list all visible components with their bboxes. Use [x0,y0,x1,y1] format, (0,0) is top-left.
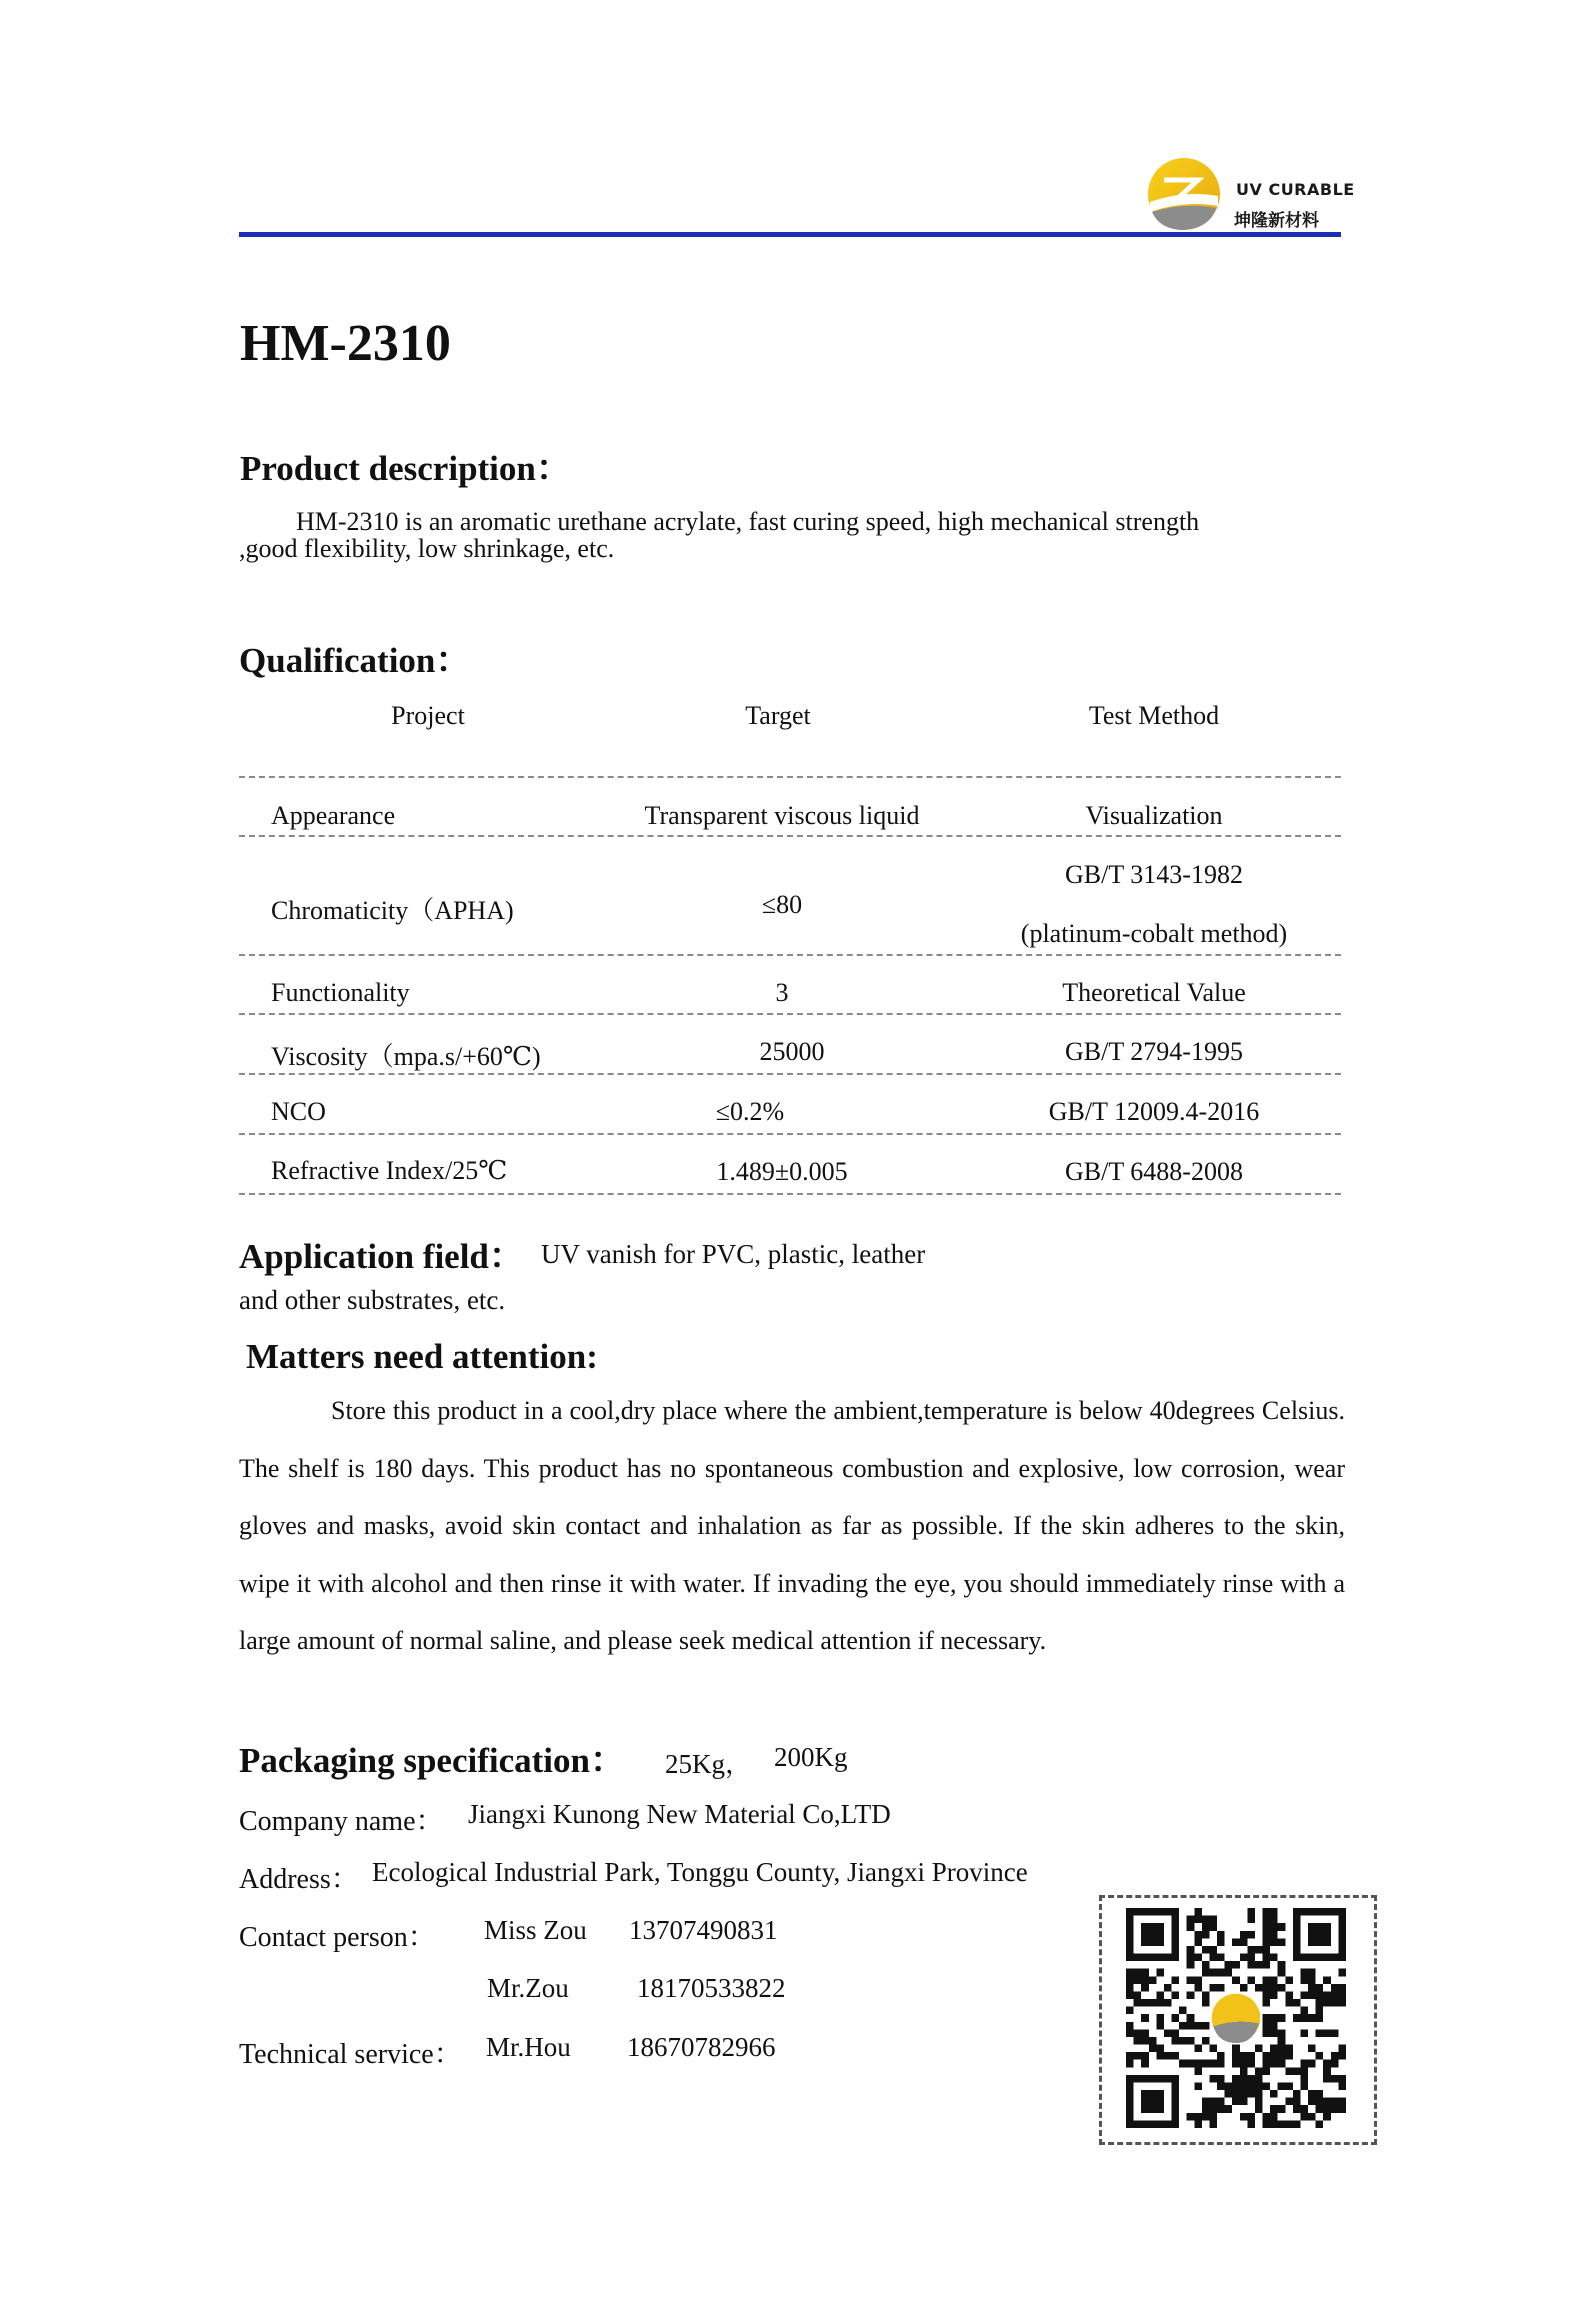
column-header-project: Project [391,701,465,730]
application-text-1: UV vanish for PVC, plastic, leather [541,1239,926,1269]
description-line-2: ,good flexibility, low shrinkage, etc. [239,534,615,563]
description-heading: Product description： [240,449,571,488]
row-functionality-method: Theoretical Value [1062,978,1246,1007]
row-functionality-project: Functionality [271,978,410,1007]
row-nco-method: GB/T 12009.4-2016 [1048,1097,1260,1126]
row-appearance-project: Appearance [271,801,396,830]
row-chromaticity-target: ≤80 [761,890,803,919]
row-chromaticity-method-note: (platinum-cobalt method) [1020,919,1288,948]
logo-text-cn: 坤隆新材料 [1234,211,1319,231]
row-chromaticity-method: GB/T 3143-1982 [1065,860,1243,889]
table-divider [239,1133,1341,1135]
header-rule [239,232,1341,237]
row-viscosity-method: GB/T 2794-1995 [1065,1037,1243,1066]
technical-name: Mr.Hou [486,2032,571,2062]
table-divider [239,1193,1341,1195]
row-appearance-target: Transparent viscous liquid [644,801,920,830]
row-nco-project: NCO [271,1097,326,1126]
address-label: Address： [239,1864,359,1895]
column-header-method: Test Method [1088,701,1220,730]
row-refractive-project: Refractive Index/25℃ [271,1156,508,1185]
description-line-1: HM-2310 is an aromatic urethane acrylate, fast curing speed, high mechanical strength [296,507,1200,536]
row-viscosity-target: 25000 [759,1037,825,1066]
company-label: Company name： [239,1806,444,1837]
company-logo-icon [1146,156,1222,232]
table-divider [239,954,1341,956]
contact-label: Contact person： [239,1922,436,1953]
column-header-target: Target [745,701,811,730]
technical-phone: 18670782966 [627,2032,776,2062]
attention-heading: Matters need attention: [246,1337,598,1376]
table-divider [239,1013,1341,1015]
application-heading: Application field： [239,1237,524,1276]
address-value: Ecological Industrial Park, Tonggu County, Jiangxi Province [372,1857,1028,1887]
row-appearance-method: Visualization [1085,801,1223,830]
company-value: Jiangxi Kunong New Material Co,LTD [468,1799,891,1829]
technical-label: Technical service： [239,2039,462,2070]
attention-text: Store this product in a cool,dry place where the ambient,temperature is below 40degrees Celsius. The shelf is 180 days. This product has no spontaneous combustion and explosive, low corrosion, wear gloves and masks, avoid skin contact and inhalation as far as possible. If the skin adheres to the skin, wipe it with alcohol and then rinse it with water. If invading the eye, you should immediately rinse with a large amount of normal saline, and please seek medical attention if necessary. [239,1396,1345,1655]
packaging-heading: Packaging specification： [239,1741,625,1780]
contact-phone-2: 18170533822 [637,1973,786,2003]
table-divider [239,1073,1341,1075]
packaging-value-1: 25Kg， [665,1749,752,1779]
row-chromaticity-project: Chromaticity（APHA) [271,896,514,925]
table-divider [239,835,1341,837]
row-viscosity-project: Viscosity（mpa.s/+60℃) [271,1042,541,1071]
attention-paragraph [239,1382,1345,1670]
logo-text-en: UV CURABLE [1236,180,1355,199]
contact-name-1: Miss Zou [484,1915,587,1945]
contact-phone-1: 13707490831 [629,1915,778,1945]
qr-code-icon[interactable] [1120,1908,1352,2128]
contact-name-2: Mr.Zou [487,1973,569,2003]
table-divider [239,776,1341,778]
row-nco-target: ≤0.2% [715,1097,785,1126]
packaging-value-2: 200Kg [774,1742,848,1772]
product-title: HM-2310 [240,315,451,372]
row-functionality-target: 3 [775,978,789,1007]
application-text-2: and other substrates, etc. [239,1285,506,1315]
qualification-heading: Qualification： [239,641,471,680]
row-refractive-method: GB/T 6488-2008 [1065,1157,1243,1186]
row-refractive-target: 1.489±0.005 [716,1157,848,1186]
